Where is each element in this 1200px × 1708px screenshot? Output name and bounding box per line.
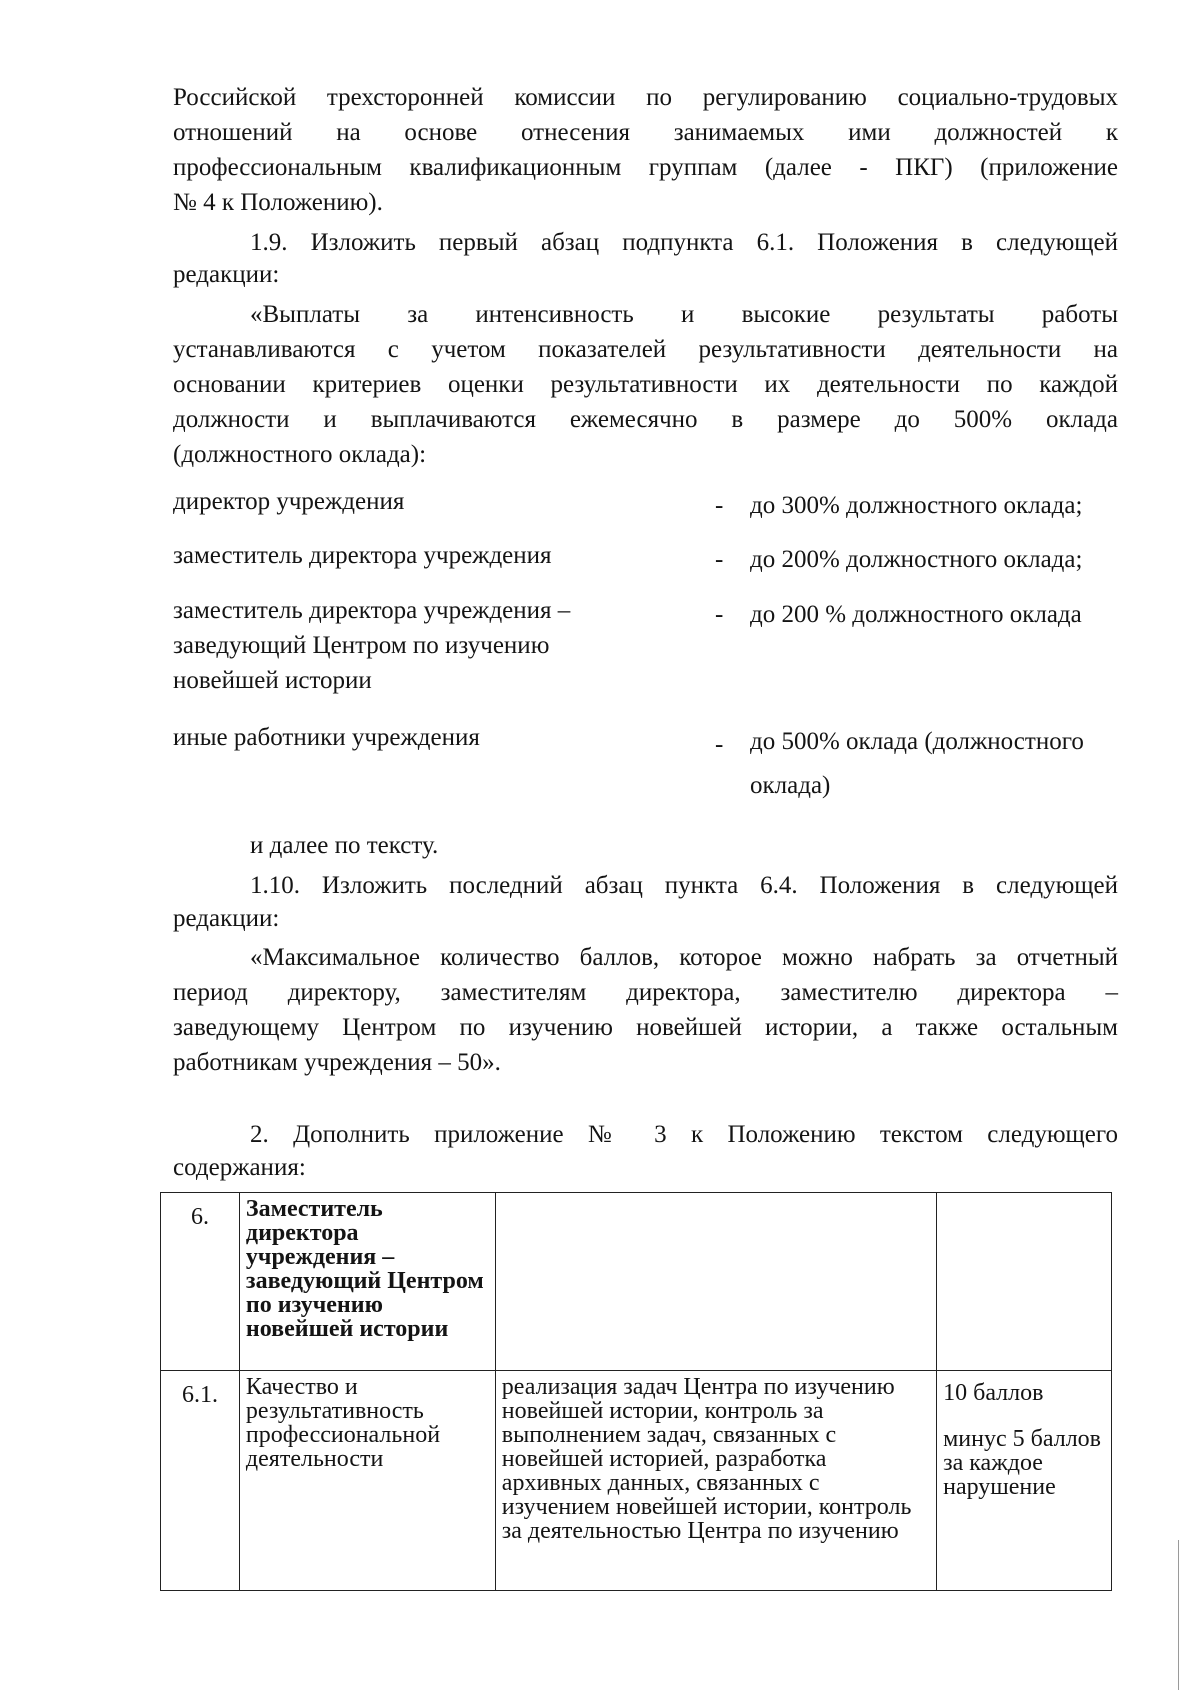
rate-dash: - [715,546,724,573]
table-row [161,1193,1112,1371]
quote2-line-4: работникам учреждения – 50». [173,1049,501,1076]
rate-role: иные работники учреждения [173,724,480,751]
rate-percent: до 200% должностного оклада; [750,546,1083,573]
criterion-description: реализация задач Центра по изучению новейшей истории, контроль за выполнением задач, связанных с новейшей историей, разработка архивных данных, связанных с изучением новейшей истории, контроль за деятельностью Центра по изучению [495,1371,936,1591]
intro-line-2: отношений на основе отнесения занимаемых ими должностей к [173,119,1118,146]
p19-line-1: 1.9. Изложить первый абзац подпункта 6.1. Положения в следующей [250,229,1118,256]
rate-percent: до 200 % должностного оклада [750,601,1082,628]
score-value: 10 баллов [943,1380,1044,1406]
quote1-line-2: устанавливаются с учетом показателей результативности деятельности на [173,336,1118,363]
position-title: Заместитель директора учреждения – заведующий Центром по изучению новейшей истории [239,1193,495,1371]
rate-role: директор учреждения [173,488,405,515]
score-cell [937,1371,1112,1591]
criteria-table [160,1192,1112,1591]
quote2-line-1: «Максимальное количество баллов, которое можно набрать за отчетный [250,944,1118,971]
rate-percent: до 500% оклада (должностного [750,728,1084,755]
p2-line-1: 2. Дополнить приложение № 3 к Положению текстом следующего [250,1121,1118,1148]
rate-role: заместитель директора учреждения [173,542,552,569]
row-number: 6. [161,1193,240,1371]
row-description [495,1193,936,1371]
penalty-text: минус 5 баллов за каждое нарушение [943,1426,1101,1500]
p2-line-2: содержания: [173,1154,306,1181]
rate-dash: - [715,601,724,628]
p19-line-2: редакции: [173,261,280,288]
rate-percent: до 300% должностного оклада; [750,492,1083,519]
quote2-line-2: период директору, заместителям директора, заместителю директора – [173,979,1118,1006]
criterion-name: Качество и результативность профессиональной деятельности [239,1371,495,1591]
quote1-line-5: (должностного оклада): [173,441,427,468]
table-row [161,1371,1112,1591]
intro-line-3: профессиональным квалификационным группам (далее - ПКГ) (приложение [173,154,1118,181]
p110-line-2: редакции: [173,905,280,932]
quote2-line-3: заведующему Центром по изучению новейшей истории, а также остальным [173,1014,1118,1041]
rate-dash: - [715,731,724,758]
p110-line-1: 1.10. Изложить последний абзац пункта 6.4. Положения в следующей [250,872,1118,899]
quote1-line-1: «Выплаты за интенсивность и высокие результаты работы [250,301,1118,328]
intro-line-4: № 4 к Положению). [173,189,383,216]
rate-dash: - [715,492,724,519]
row-number: 6.1. [161,1371,240,1591]
rate-role: заместитель директора учреждения – заведующий Центром по изучению новейшей истории [173,597,571,694]
further-text: и далее по тексту. [250,832,439,859]
rate-percent-continued: оклада) [750,772,831,799]
scan-edge-line [1178,1540,1179,1690]
quote1-line-3: основании критериев оценки результативности их деятельности по каждой [173,371,1118,398]
intro-line-1: Российской трехсторонней комиссии по регулированию социально-трудовых [173,84,1118,111]
row-score [937,1193,1112,1371]
quote1-line-4: должности и выплачиваются ежемесячно в размере до 500% оклада [173,406,1118,433]
